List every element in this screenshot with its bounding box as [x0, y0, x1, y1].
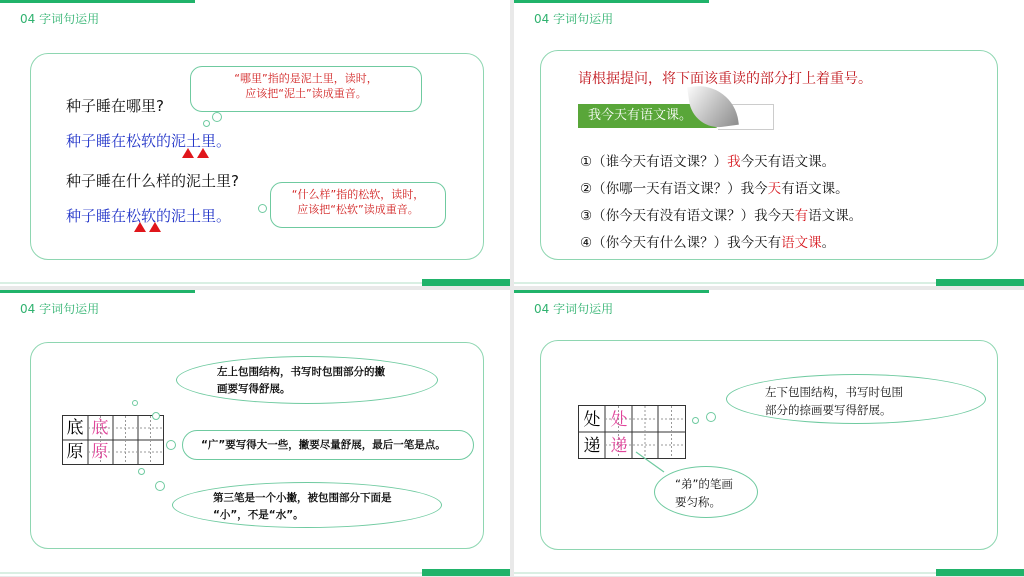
character-solid: 处 — [583, 410, 601, 430]
answer-2-emphasis: 松软 — [126, 207, 157, 225]
option-stress: 天 — [767, 181, 782, 197]
section-label: 04 字词句运用 — [534, 12, 614, 26]
note-line: 左上包围结构，书写时包围部分的撇 — [217, 366, 385, 378]
option-question: ①（谁今天有语文课？） — [580, 154, 728, 170]
answer-1-emphasis: 泥土 — [171, 132, 202, 150]
tip-bubble-2 — [270, 182, 446, 228]
character-solid: 递 — [583, 436, 601, 456]
note-line: 第三笔是一个小撇，被包围部分下面是 — [213, 492, 392, 504]
slide-4 — [514, 290, 1024, 576]
answer-2-pre: 种子睡在 — [66, 207, 127, 225]
stress-mark — [182, 148, 194, 158]
option-stress: 有 — [794, 208, 809, 224]
option-question: ③（你今天有没有语文课？） — [580, 208, 755, 224]
tip-line: “哪里”指的是泥土里，读时， — [234, 72, 378, 85]
option-text: 我今天 — [754, 208, 795, 224]
option-1 — [580, 150, 835, 170]
tip-bubble-1 — [190, 66, 422, 112]
cloud-tail-dot — [132, 400, 138, 406]
note-cloud-mid — [182, 430, 474, 460]
stress-mark — [134, 222, 146, 232]
option-4 — [580, 231, 835, 251]
note-cloud-bottom — [654, 466, 758, 518]
slide-2 — [514, 0, 1024, 286]
character-solid: 原 — [66, 442, 84, 462]
tip-line: 应该把“松软”读成重音。 — [297, 203, 419, 216]
option-text: 我今 — [740, 181, 768, 197]
character-trace: 递 — [610, 436, 628, 456]
slide-3 — [0, 290, 510, 576]
section-label: 04 字词句运用 — [20, 12, 100, 26]
option-stress: 我 — [727, 154, 741, 170]
option-text: 有语文课。 — [781, 181, 849, 197]
character-trace: 底 — [91, 418, 109, 438]
character-trace: 原 — [91, 442, 109, 462]
option-text: 今天有语文课。 — [740, 154, 836, 170]
note-line: “广”要写得大一些，撇要尽量舒展，最后一笔是点。 — [201, 439, 446, 451]
bottom-accent-block — [936, 279, 1024, 286]
top-accent-bar — [0, 290, 195, 293]
answer-1-pre: 种子睡在松软的 — [66, 132, 172, 150]
question-1: 种子睡在哪里? — [66, 97, 164, 115]
option-question: ④（你今天有什么课？） — [580, 235, 728, 251]
note-cloud-top — [176, 356, 438, 404]
bubble-tail-dot — [203, 120, 210, 127]
section-label: 04 字词句运用 — [20, 302, 100, 316]
answer-1-post: 里。 — [201, 132, 232, 150]
option-3 — [580, 204, 862, 224]
tip-line: “什么样”指的松软，读时， — [291, 188, 425, 201]
top-accent-bar — [514, 290, 709, 293]
stress-mark — [149, 222, 161, 232]
writing-grid — [62, 415, 164, 465]
character-trace: 处 — [610, 410, 628, 430]
cloud-tail-dot — [706, 412, 716, 422]
note-cloud-right — [726, 374, 986, 424]
cloud-tail-dot — [692, 417, 699, 424]
cloud-tail-dot — [138, 468, 145, 475]
note-line: “小”，不是“水”。 — [213, 509, 304, 521]
option-question: ②（你哪一天有语文课？） — [580, 181, 741, 197]
note-cloud-bottom — [172, 482, 442, 528]
note-line: 画要写得舒展。 — [217, 383, 291, 395]
question-2: 种子睡在什么样的泥土里? — [66, 172, 239, 190]
character-solid: 底 — [66, 418, 84, 438]
option-text: 我今天有 — [727, 235, 782, 251]
bottom-accent-block — [422, 569, 510, 576]
tip-line: 应该把“泥土”读成重音。 — [245, 87, 367, 100]
note-line: 左下包围结构，书写时包围 — [765, 385, 903, 399]
top-accent-bar — [0, 0, 195, 3]
option-stress: 语文课 — [781, 235, 822, 251]
answer-2-post: 的泥土里。 — [156, 207, 232, 225]
section-label: 04 字词句运用 — [534, 302, 614, 316]
example-sentence-tag: 我今天有语文课。 — [578, 104, 718, 128]
note-line: 部分的捺画要写得舒展。 — [765, 403, 892, 417]
top-accent-bar — [514, 0, 709, 3]
cloud-tail-dot — [166, 440, 176, 450]
instruction-text: 请根据提问，将下面该重读的部分打上着重号。 — [578, 71, 872, 87]
note-line: 要匀称。 — [675, 495, 721, 509]
option-text: 语文课。 — [808, 208, 863, 224]
bottom-accent-block — [936, 569, 1024, 576]
note-line: “弟”的笔画 — [675, 477, 733, 491]
stress-mark — [197, 148, 209, 158]
bottom-accent-block — [422, 279, 510, 286]
option-2 — [580, 177, 849, 197]
cloud-tail-dot — [152, 412, 160, 420]
cloud-tail-dot — [155, 481, 165, 491]
slide-1 — [0, 0, 510, 286]
bubble-tail-dot — [212, 112, 222, 122]
bubble-tail-dot — [258, 204, 267, 213]
option-text: 。 — [821, 235, 836, 251]
